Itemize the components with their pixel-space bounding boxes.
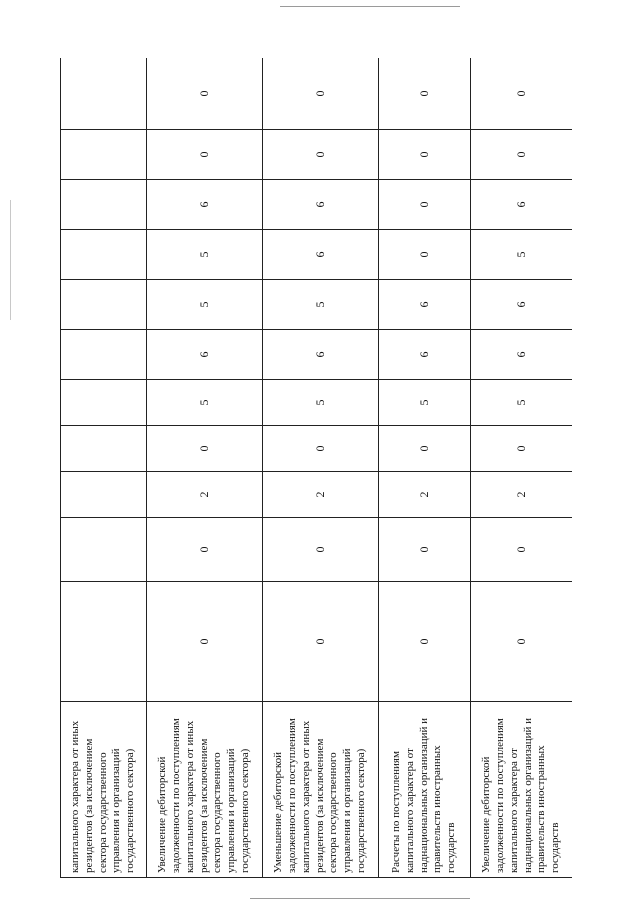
row-label: капитального характера от иных резидентов (за исключением сектора государственного управления и организаций государственного сектора) [61,702,147,878]
scan-border-top [280,6,460,7]
cell-col-9 [61,180,147,230]
cell-col-1: 0 [263,582,379,702]
cell-col-1 [61,582,147,702]
row-label: Увеличение дебиторской задолженности по поступлениям капитального характера от наднациональных организаций и правительств иностранных государств [471,702,573,878]
cell-col-9: 6 [263,180,379,230]
scan-edge-left [10,200,11,320]
cell-col-9: 6 [147,180,263,230]
cell-col-5: 5 [147,380,263,426]
scan-border-bottom [250,898,470,899]
cell-col-10: 0 [147,130,263,180]
cell-col-6: 6 [263,330,379,380]
cell-col-4: 0 [147,426,263,472]
cell-col-8: 5 [471,230,573,280]
cell-col-4 [61,426,147,472]
cell-col-10: 0 [379,130,471,180]
cell-col-1: 0 [471,582,573,702]
cell-col-5 [61,380,147,426]
table-row [263,58,379,878]
cell-col-2: 0 [379,518,471,582]
cell-col-11 [61,58,147,130]
cell-col-3: 2 [147,472,263,518]
cell-col-3: 2 [379,472,471,518]
cell-col-8: 0 [379,230,471,280]
table-body [61,58,573,878]
cell-col-9: 6 [471,180,573,230]
cell-col-7: 6 [471,280,573,330]
cell-col-8 [61,230,147,280]
cell-col-2: 0 [263,518,379,582]
cell-col-7: 6 [379,280,471,330]
cell-col-3: 2 [263,472,379,518]
cell-col-5: 5 [471,380,573,426]
cell-col-11: 0 [263,58,379,130]
cell-col-6: 6 [147,330,263,380]
cell-col-7: 5 [263,280,379,330]
cell-col-3 [61,472,147,518]
table-row [379,58,471,878]
row-label: Уменьшение дебиторской задолженности по поступлениям капитального характера от иных резидентов (за исключением сектора государственного управления и организаций государственного сектора) [263,702,379,878]
cell-col-6: 6 [471,330,573,380]
rotated-table-container [60,58,572,878]
cell-col-7: 5 [147,280,263,330]
cell-col-11: 0 [379,58,471,130]
cell-col-2: 0 [147,518,263,582]
cell-col-4: 0 [379,426,471,472]
cell-col-8: 5 [147,230,263,280]
cell-col-8: 6 [263,230,379,280]
cell-col-2 [61,518,147,582]
row-label: Расчеты по поступлениям капитального характера от наднациональных организаций и правительств иностранных государств [379,702,471,878]
cell-col-1: 0 [147,582,263,702]
cell-col-10: 0 [263,130,379,180]
cell-col-2: 0 [471,518,573,582]
row-label: Увеличение дебиторской задолженности по поступлениям капитального характера от иных резидентов (за исключением сектора государственного управления и организаций государственного сектора) [147,702,263,878]
table-row [147,58,263,878]
table-row [471,58,573,878]
cell-col-6: 6 [379,330,471,380]
table-row [61,58,147,878]
cell-col-4: 0 [471,426,573,472]
cell-col-3: 2 [471,472,573,518]
cell-col-5: 5 [379,380,471,426]
cell-col-10 [61,130,147,180]
cell-col-11: 0 [147,58,263,130]
cell-col-4: 0 [263,426,379,472]
cell-col-9: 0 [379,180,471,230]
cell-col-10: 0 [471,130,573,180]
cell-col-5: 5 [263,380,379,426]
cell-col-7 [61,280,147,330]
cell-col-1: 0 [379,582,471,702]
cell-col-11: 0 [471,58,573,130]
budget-classification-table [60,58,572,878]
cell-col-6 [61,330,147,380]
